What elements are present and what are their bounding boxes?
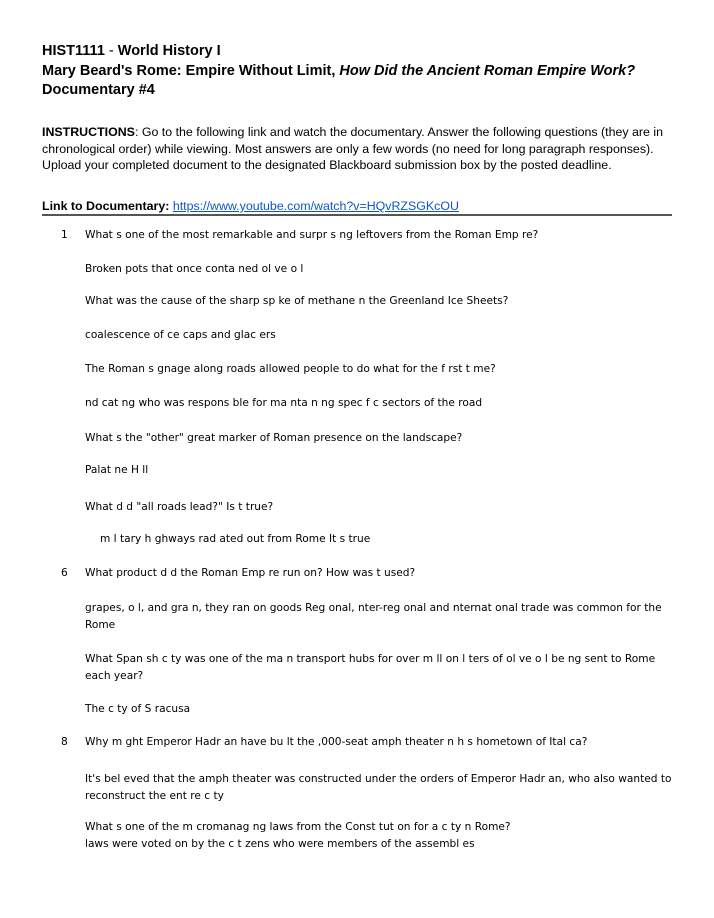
documentary-title: Mary Beard's Rome: Empire Without Limit, xyxy=(42,63,340,79)
answer-text: nd cat ng who was respons ble for ma nta n ng spec f c sectors of the road xyxy=(85,397,483,409)
documentary-number: Documentary #4 xyxy=(42,82,155,98)
answer-text: Broken pots that once conta ned ol ve o l xyxy=(85,263,304,275)
documentary-link[interactable]: https://www.youtube.com/watch?v=HQvRZSGKcOU xyxy=(172,199,459,213)
title-separator: - xyxy=(104,43,118,59)
header-line-2 xyxy=(42,63,635,80)
question-text: What was the cause of the sharp sp ke of methane n the Greenland Ice Sheets? xyxy=(85,295,509,307)
question-text: Why m ght Emperor Hadr an have bu lt the ,000-seat amph theater n h s hometown of Ital ca? xyxy=(85,736,588,748)
answer-text: grapes, o l, and gra n, they ran on goods Reg onal, nter-reg onal and nternat onal trade was common for the Rome xyxy=(85,602,662,631)
answer-text: laws were voted on by the c t zens who were members of the assembl es xyxy=(85,838,475,850)
course-code: HIST1111 xyxy=(42,43,105,59)
answer-text: Palat ne H ll xyxy=(85,464,149,476)
link-label: Link to Documentary: xyxy=(42,199,170,213)
question-text: The Roman s gnage along roads allowed people to do what for the f rst t me? xyxy=(85,363,496,375)
instructions-label: INSTRUCTIONS xyxy=(42,125,135,139)
header-divider xyxy=(42,214,672,216)
question-number: 1 xyxy=(61,229,68,241)
question-text: What product d d the Roman Emp re run on? How was t used? xyxy=(85,567,416,579)
course-name: World History I xyxy=(117,43,221,59)
documentary-subtitle: How Did the Ancient Roman Empire Work? xyxy=(339,63,636,79)
question-text: What s one of the m cromanag ng laws from the Const tut on for a c ty n Rome? xyxy=(85,821,511,833)
link-line xyxy=(42,199,459,213)
question-text: What d d "all roads lead?" Is t true? xyxy=(85,501,274,513)
question-number: 6 xyxy=(61,567,68,579)
question-text: What Span sh c ty was one of the ma n transport hubs for over m ll on l ters of ol ve o l be ng sent to Rome each year? xyxy=(85,653,656,682)
instructions-paragraph xyxy=(42,124,682,174)
answer-text: m l tary h ghways rad ated out from Rome It s true xyxy=(100,533,371,545)
answer-text: coalescence of ce caps and glac ers xyxy=(85,329,276,341)
instructions-text: : Go to the following link and watch the documentary. Answer the following questions (they are in chronological order) while viewing. Most answers are only a few words (no need for long paragraph responses). Upload your completed document to the designated Blackboard submission box by the posted deadline. xyxy=(42,125,663,173)
question-number: 8 xyxy=(61,736,68,748)
answer-text: It's bel eved that the amph theater was constructed under the orders of Emperor Hadr an, who also wanted to reconstruct the ent re c ty xyxy=(85,773,672,802)
question-text: What s the "other" great marker of Roman presence on the landscape? xyxy=(85,432,463,444)
question-text: What s one of the most remarkable and surpr s ng leftovers from the Roman Emp re? xyxy=(85,229,539,241)
answer-text: The c ty of S racusa xyxy=(85,703,191,715)
header-line-1 xyxy=(42,43,221,60)
